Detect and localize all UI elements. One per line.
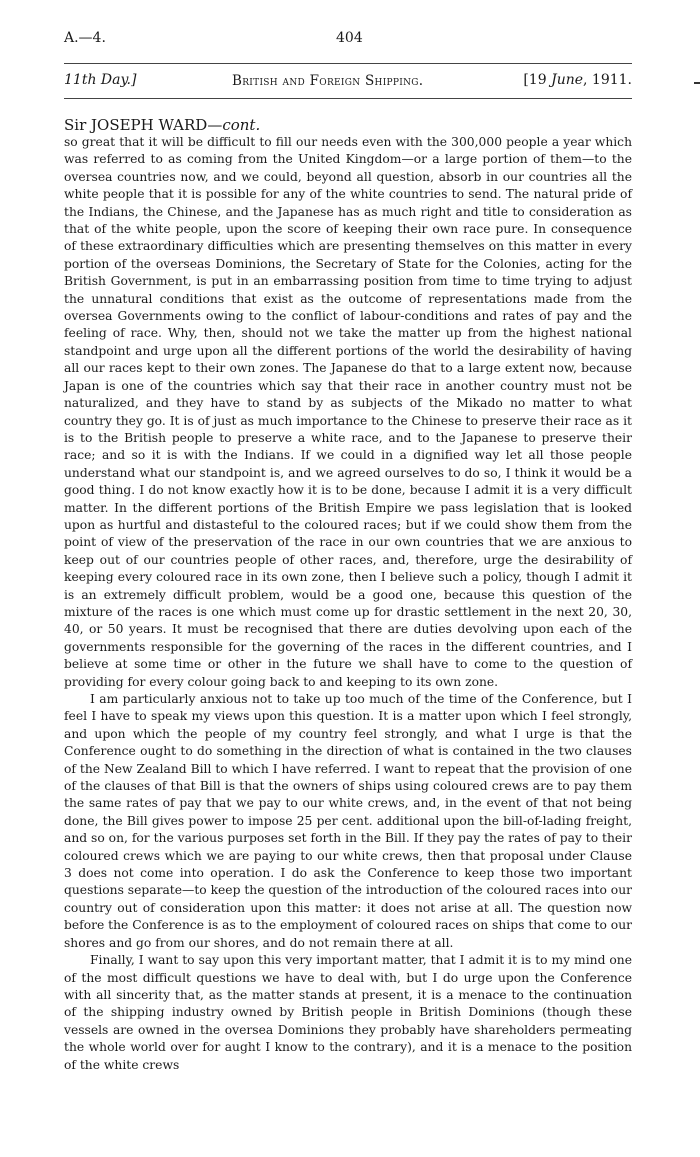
header-divider [64, 98, 632, 99]
page-top-line [64, 30, 632, 50]
header-day: 11th Day.] [64, 72, 137, 88]
paragraph: I am particularly anxious not to take up too much of the time of the Conference, but I feel I have to speak my views upon this question. It is a matter upon which I feel strongly, and upon which the people of my country feel strongly, and what I urge is that the Conference ought to do something in the direction of what is contained in the two clauses of the New Zealand Bill to which I have referred. I want to repeat that the provision of one of the clauses of that Bill is that the owners of ships using coloured crews are to pay them the same rates of pay that we pay to our white crews, and, in the event of that not being done, the Bill gives power to impose 25 per cent. additional upon the bill-of-lading freight, and so on, for the various purposes set forth in the Bill. If they pay the rates of pay to their coloured crews which we are paying to our white crews, then that proposal under Clause 3 does not come into operation. I do ask the Conference to keep those two important questions separate—to keep the question of the introduction of the coloured races into our country out of consideration upon this matter: it does not arise at all. The question now before the Conference is as to the employment of coloured races on ships that come to our shores and go from our shores, and do not remain there at all. [64, 692, 632, 950]
page-edge-mark [694, 82, 700, 84]
header-title: British and Foreign Shipping. [232, 73, 424, 89]
top-divider [64, 63, 632, 64]
header-date: [19 June, 1911. [523, 72, 632, 88]
page-number: 404 [336, 30, 363, 46]
speaker-heading [64, 116, 260, 134]
document-code: A.—4. [64, 30, 106, 46]
running-header [64, 72, 632, 94]
speaker-continued: cont. [222, 116, 261, 134]
paragraph: Finally, I want to say upon this very important matter, that I admit it is to my mind one of the most difficult questions we have to deal with, but I do urge upon the Conference with all sincerity that, as the matter stands at present, it is a menace to the continuation of the shipping industry owned by British people in British Dominions (though these vessels are owned in the oversea Dominions they probably have shareholders permeating the whole world over for aught I know to the contrary), and it is a menace to the position of the white crews [64, 953, 632, 1072]
speech-body [64, 134, 632, 1074]
paragraph: so great that it will be difficult to fill our needs even with the 300,000 people a year which was referred to as coming from the United Kingdom—or a large portion of them—to the oversea countries now, and we could, beyond all question, absorb in our countries all the white people that it is possible for any of the white countries to send. The natural pride of the Indians, the Chinese, and the Japanese has as much right and title to consideration as that of the white people, upon the score of keeping their own race pure. In consequence of these extraordinary difficulties which are presenting themselves on this matter in every portion of the overseas Dominions, the Secretary of State for the Colonies, acting for the British Government, is put in an embarrassing position from time to time trying to adjust the unnatural conditions that exist as the outcome of representations made from the oversea Governments owing to the conflict of labour-conditions and rates of pay and the feeling of race. Why, then, should not we take the matter up from the highest national standpoint and urge upon all the different portions of the world the desirability of having all our races kept to their own zones. The Japanese do that to a large extent now, because Japan is one of the countries which say that their race in another country must not be naturalized, and they have to stand by as subjects of the Mikado no matter to what country they go. It is of just as much importance to the Chinese to preserve their race as it is to the British people to preserve a white race, and to the Japanese to preserve their race; and so it is with the Indians. If we could in a dignified way let all those people understand what our standpoint is, and we agreed ourselves to do so, I think it would be a good thing. I do not know exactly how it is to be done, because I admit it is a very difficult matter. In the different portions of the British Empire we pass legislation that is looked upon as hurtful and distasteful to the coloured races; but if we could show them from the point of view of the preservation of the race in our own countries that we are anxious to keep out of our countries people of other races, and, therefore, urge the desirability of keeping every coloured race in its own zone, then I believe such a policy, though I admit it is an extremely difficult problem, would be a good one, because this question of the mixture of the races is one which must come up for drastic settlement in the next 20, 30, 40, or 50 years. It must be recognised that there are duties devolving upon each of the governments responsible for the governing of the races in the different countries, and I believe at some time or other in the future we shall have to come to the question of providing for every colour going back to and keeping to its own zone. [64, 135, 632, 689]
speaker-name: Sir JOSEPH WARD— [64, 116, 223, 134]
